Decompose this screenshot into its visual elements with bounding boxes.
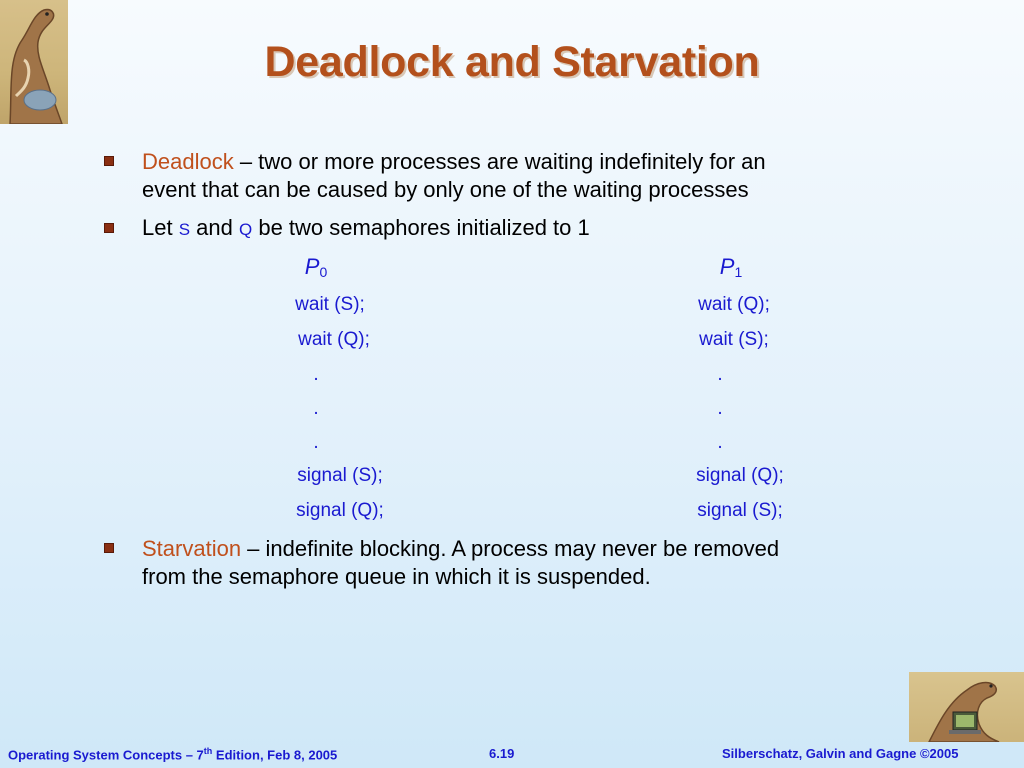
dinosaur-logo-bottom xyxy=(909,672,1024,742)
p0-code-line: signal (Q); xyxy=(296,500,384,521)
p1-code-line: . xyxy=(717,398,723,419)
process-p1-sub: 1 xyxy=(734,264,743,280)
p0-code-line: signal (S); xyxy=(297,465,383,486)
semaphore-prefix: Let xyxy=(142,215,179,240)
p1-code-line: signal (S); xyxy=(697,500,783,521)
p1-code-line: . xyxy=(717,364,723,385)
semaphore-s: S xyxy=(178,220,191,239)
bullet-marker xyxy=(104,223,114,233)
p1-code-line: wait (Q); xyxy=(698,294,770,315)
process-p0-label xyxy=(305,254,327,280)
starvation-definition-line1 xyxy=(142,535,779,563)
footer-book-title xyxy=(8,746,337,762)
semaphore-intro-line xyxy=(142,214,590,244)
footer-book-rest: Edition, Feb 8, 2005 xyxy=(212,747,338,763)
semaphore-middle: and xyxy=(190,215,239,240)
semaphore-q: Q xyxy=(238,220,253,239)
deadlock-definition-line2: event that can be caused by only one of the waiting processes xyxy=(142,177,749,202)
process-p1-label xyxy=(720,254,742,280)
dinosaur-computer-icon xyxy=(909,672,1024,742)
process-p0-name: P xyxy=(304,254,320,279)
deadlock-text1: – two or more processes are waiting indefinitely for an xyxy=(233,149,766,174)
p1-code-line: signal (Q); xyxy=(696,465,784,486)
p0-code-line: . xyxy=(313,364,319,385)
p1-code-line: wait (S); xyxy=(699,329,769,350)
p0-code-line: wait (S); xyxy=(295,294,365,315)
semaphore-suffix: be two semaphores initialized to 1 xyxy=(252,215,590,240)
bullet-marker xyxy=(104,543,114,553)
process-p0-sub: 0 xyxy=(319,264,328,280)
process-p1-name: P xyxy=(719,254,735,279)
p0-code-line: . xyxy=(313,398,319,419)
p1-code-line: . xyxy=(717,432,723,453)
slide-title: Deadlock and Starvation xyxy=(264,38,760,86)
deadlock-definition-line1 xyxy=(142,148,766,176)
footer-slide-number: 6.19 xyxy=(489,746,515,761)
starvation-term: Starvation xyxy=(142,536,242,561)
p0-code-line: . xyxy=(313,432,319,453)
deadlock-term: Deadlock xyxy=(142,149,234,174)
p0-code-line: wait (Q); xyxy=(298,329,370,350)
bullet-marker xyxy=(104,156,114,166)
footer-book-sup: th xyxy=(203,746,213,756)
starvation-text1: – indefinite blocking. A process may never be removed xyxy=(241,536,780,561)
footer-copyright: Silberschatz, Galvin and Gagne ©2005 xyxy=(722,746,959,761)
starvation-definition-line2: from the semaphore queue in which it is suspended. xyxy=(142,564,651,589)
footer-book-main: Operating System Concepts – 7 xyxy=(8,747,204,763)
